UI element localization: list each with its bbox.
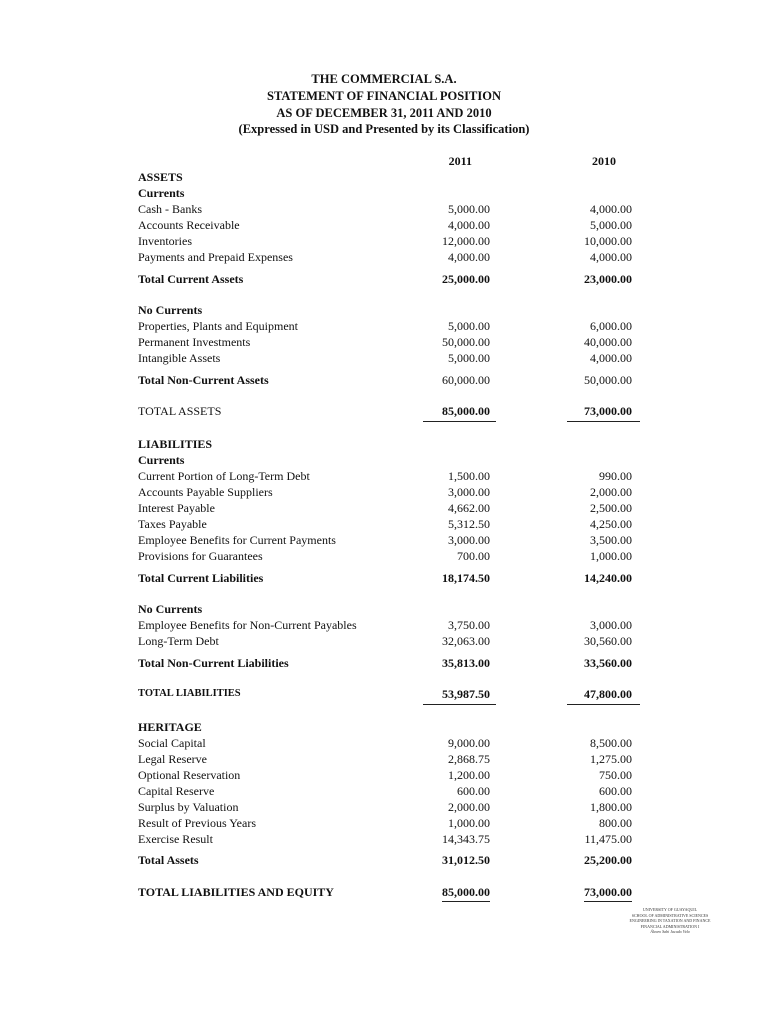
assets-heading: ASSETS (138, 170, 183, 184)
assets-currents-heading: Currents (138, 186, 185, 200)
table-row: Capital Reserve 600.00 600.00 (138, 784, 632, 798)
liabilities-noncurrents-heading: No Currents (138, 602, 203, 616)
statement-subtitle: (Expressed in USD and Presented by its Classification) (238, 122, 530, 136)
table-row: Accounts Receivable 4,000.00 5,000.00 (138, 218, 632, 232)
total-assets-underline-2010 (567, 421, 640, 422)
table-row: Interest Payable 4,662.00 2,500.00 (138, 501, 632, 515)
total-liabilities-row: TOTAL LIABILITIES 53,987.50 47,800.00 (138, 687, 632, 701)
table-row: Current Portion of Long-Term Debt 1,500.00 990.00 (138, 469, 632, 483)
total-liabilities-equity-row: TOTAL LIABILITIES AND EQUITY 85,000.00 73,000.00 (0, 884, 768, 900)
total-liabilities-underline-2010 (567, 704, 640, 705)
table-row: Properties, Plants and Equipment 5,000.00 6,000.00 (138, 319, 632, 333)
total-heritage-row: Total Assets 31,012.50 25,200.00 (138, 853, 632, 867)
statement-date: AS OF DECEMBER 31, 2011 AND 2010 (276, 106, 492, 120)
liabilities-currents-heading: Currents (138, 453, 185, 467)
footer-line: UNIVERSITY OF GUAYAQUIL (642, 907, 698, 912)
footer-line: Álvaro Sabi Jacado Vela (650, 929, 690, 934)
assets-noncurrents-heading: No Currents (138, 303, 203, 317)
total-assets-row: TOTAL ASSETS 85,000.00 73,000.00 (138, 404, 632, 418)
company-name: THE COMMERCIAL S.A. (311, 72, 457, 86)
table-row: Surplus by Valuation 2,000.00 1,800.00 (138, 800, 632, 814)
total-noncurrent-assets-row: Total Non-Current Assets 60,000.00 50,000.00 (138, 373, 632, 387)
total-current-assets-row: Total Current Assets 25,000.00 23,000.00 (138, 272, 632, 286)
footer-line: ENGINEERING IN TAXATION AND FINANCE (629, 918, 711, 923)
footer-line: FINANCIAL ADMINISTRATION I (640, 923, 700, 929)
footer-line: SCHOOL OF ADMINISTRATIVE SCIENCES (631, 912, 709, 918)
liabilities-heading: LIABILITIES (138, 437, 213, 451)
statement-title: STATEMENT OF FINANCIAL POSITION (267, 89, 501, 103)
table-row: Legal Reserve 2,868.75 1,275.00 (138, 752, 632, 766)
table-row: Long-Term Debt 32,063.00 30,560.00 (138, 634, 632, 648)
total-assets-underline-2011 (423, 421, 496, 422)
table-row: Accounts Payable Suppliers 3,000.00 2,000.00 (138, 485, 632, 499)
table-row: Exercise Result 14,343.75 11,475.00 (138, 832, 632, 846)
year-2011-header: 2011 (448, 154, 472, 168)
total-noncurrent-liabilities-row: Total Non-Current Liabilities 35,813.00 33,560.00 (138, 656, 632, 670)
total-current-liabilities-row: Total Current Liabilities 18,174.50 14,240.00 (138, 571, 632, 585)
heritage-heading: HERITAGE (138, 720, 202, 734)
year-header-row (0, 153, 768, 169)
table-row: Intangible Assets 5,000.00 4,000.00 (138, 351, 632, 365)
year-2010-header: 2010 (592, 154, 616, 168)
table-row: Permanent Investments 50,000.00 40,000.00 (138, 335, 632, 349)
table-row: Optional Reservation 1,200.00 750.00 (138, 768, 632, 782)
total-liabilities-underline-2011 (423, 704, 496, 705)
table-row: Inventories 12,000.00 10,000.00 (138, 234, 632, 248)
table-row: Cash - Banks 5,000.00 4,000.00 (138, 202, 632, 216)
table-row: Employee Benefits for Non-Current Payables 3,750.00 3,000.00 (138, 618, 632, 632)
table-row: Provisions for Guarantees 700.00 1,000.00 (138, 549, 632, 563)
table-row: Result of Previous Years 1,000.00 800.00 (138, 816, 632, 830)
table-row: Social Capital 9,000.00 8,500.00 (138, 736, 632, 750)
footer-stamp (600, 907, 740, 935)
table-row: Taxes Payable 5,312.50 4,250.00 (138, 517, 632, 531)
table-row: Payments and Prepaid Expenses 4,000.00 4,000.00 (138, 250, 632, 264)
table-row: Employee Benefits for Current Payments 3,000.00 3,500.00 (138, 533, 632, 547)
